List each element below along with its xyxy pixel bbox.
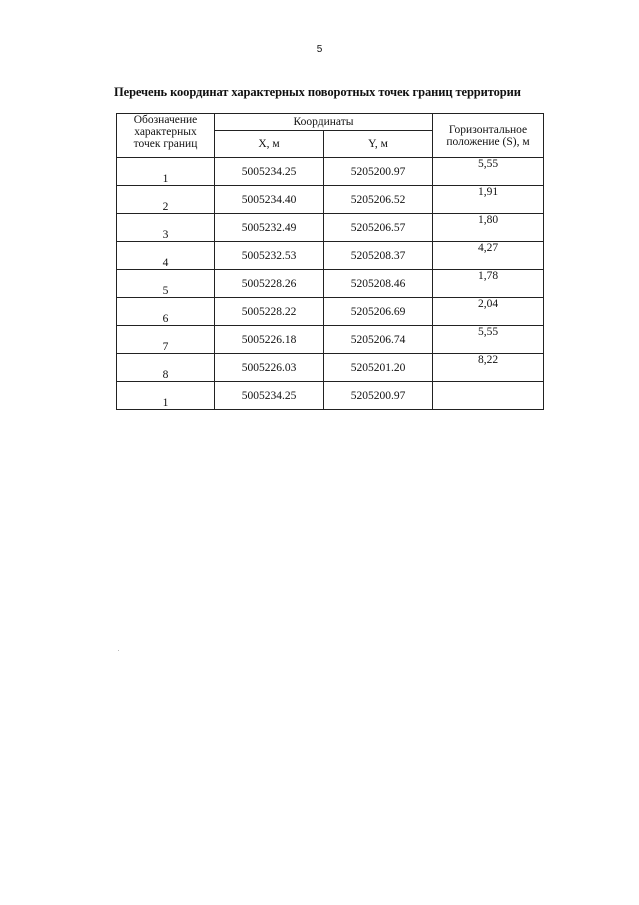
coordinates-table: [116, 113, 544, 410]
point-cell: 4: [117, 242, 215, 270]
x-cell: 5005234.25: [215, 158, 324, 186]
y-cell: 5205206.57: [324, 214, 433, 242]
y-cell: 5205208.46: [324, 270, 433, 298]
table-row: [117, 186, 544, 214]
page-number: 5: [316, 44, 323, 55]
header-designation-line: характерных: [134, 126, 197, 138]
y-cell: 5205200.97: [324, 158, 433, 186]
distance-cell: 5,55: [433, 158, 544, 186]
y-cell: 5205206.69: [324, 298, 433, 326]
x-cell: 5005226.18: [215, 326, 324, 354]
table-row: [117, 382, 544, 410]
x-cell: 5005232.53: [215, 242, 324, 270]
table-row: [117, 326, 544, 354]
scan-speck: [118, 650, 119, 651]
point-cell: 7: [117, 326, 215, 354]
point-cell: 3: [117, 214, 215, 242]
y-cell: 5205200.97: [324, 382, 433, 410]
header-y: Y, м: [324, 131, 433, 158]
y-cell: 5205206.74: [324, 326, 433, 354]
x-cell: 5005234.40: [215, 186, 324, 214]
distance-cell: 8,22: [433, 354, 544, 382]
y-cell: 5205208.37: [324, 242, 433, 270]
x-cell: 5005228.22: [215, 298, 324, 326]
x-cell: 5005228.26: [215, 270, 324, 298]
header-designation-line: точек границ: [133, 138, 198, 150]
table-row: [117, 158, 544, 186]
header-designation-line: Обозначение: [133, 114, 198, 126]
header-horizontal-line: положение (S), м: [446, 135, 530, 148]
point-cell: 6: [117, 298, 215, 326]
distance-cell: 5,55: [433, 326, 544, 354]
point-cell: 8: [117, 354, 215, 382]
distance-cell: 1,80: [433, 214, 544, 242]
x-cell: 5005226.03: [215, 354, 324, 382]
x-cell: 5005232.49: [215, 214, 324, 242]
distance-cell: 1,91: [433, 186, 544, 214]
point-cell: 1: [117, 158, 215, 186]
distance-cell: [433, 382, 544, 410]
header-row: [117, 114, 544, 131]
x-cell: 5005234.25: [215, 382, 324, 410]
header-coordinates: Координаты: [215, 114, 433, 131]
header-x: X, м: [215, 131, 324, 158]
table-row: [117, 354, 544, 382]
header-horizontal-position: [433, 114, 544, 158]
header-horizontal-line: Горизонтальное: [448, 123, 528, 136]
distance-cell: 4,27: [433, 242, 544, 270]
distance-cell: 1,78: [433, 270, 544, 298]
document-title: Перечень координат характерных поворотных точек границ территории: [114, 85, 521, 99]
point-cell: 5: [117, 270, 215, 298]
point-cell: 1: [117, 382, 215, 410]
table-row: [117, 270, 544, 298]
y-cell: 5205201.20: [324, 354, 433, 382]
distance-cell: 2,04: [433, 298, 544, 326]
table-row: [117, 298, 544, 326]
header-designation: [117, 114, 215, 158]
table-row: [117, 242, 544, 270]
point-cell: 2: [117, 186, 215, 214]
table-row: [117, 214, 544, 242]
y-cell: 5205206.52: [324, 186, 433, 214]
